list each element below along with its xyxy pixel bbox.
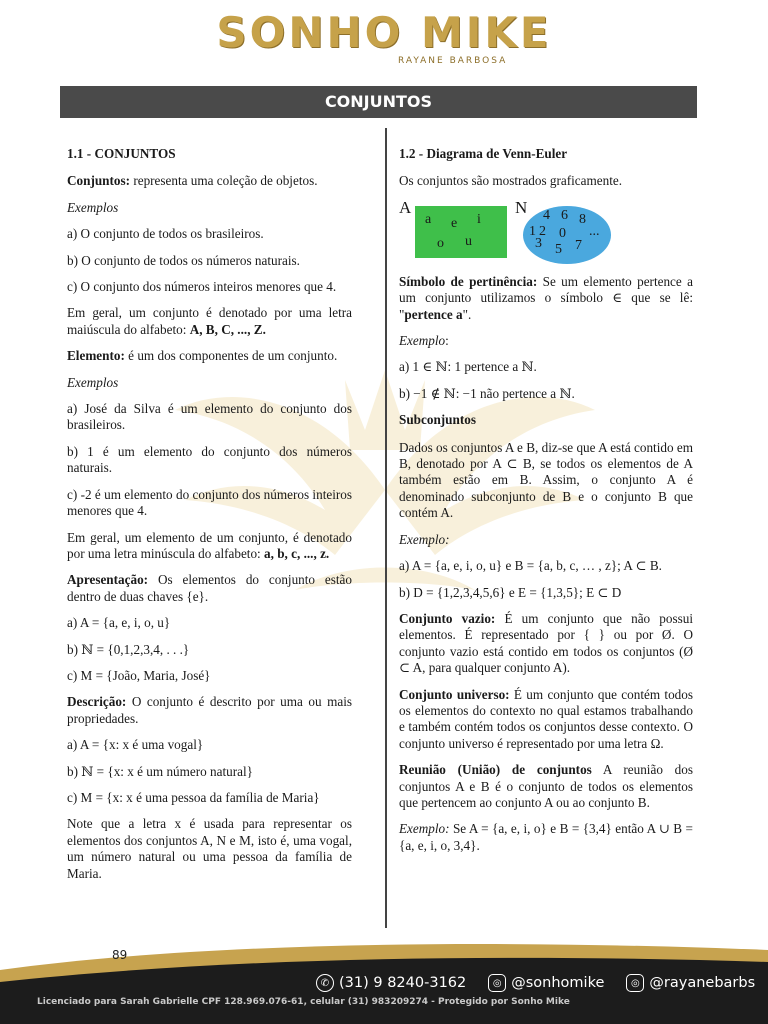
example-uniao	[399, 821, 693, 854]
set-a-box	[415, 206, 507, 258]
definition-text: representa uma coleção de objetos.	[130, 173, 318, 189]
definition-vazio	[399, 611, 693, 677]
definition-pertinencia	[399, 274, 693, 323]
example-item: b) ℕ = {x: x é um número natural}	[67, 763, 253, 779]
example-label: Exemplo:	[399, 531, 450, 547]
example-item: c) -2 é um elemento do conjunto dos números inteiros menores que 4.	[67, 486, 352, 519]
logo-subtitle: RAYANE BARBOSA	[398, 56, 508, 66]
example-label-text: Exemplo:	[399, 821, 450, 837]
contact-instagram-text: @rayanebarbs	[649, 975, 756, 991]
definition-universo	[399, 687, 693, 753]
set-a-label: A	[399, 197, 412, 217]
example-item: b) ℕ = {0,1,2,3,4, . . .}	[67, 641, 190, 657]
example-label-text: Exemplo	[399, 333, 446, 349]
example-item: a) O conjunto de todos os brasileiros.	[67, 226, 264, 242]
set-n-element: 1	[529, 223, 536, 239]
set-n-element: 3	[535, 235, 542, 251]
paragraph-bold: A, B, C, ..., Z.	[189, 321, 266, 337]
whatsapp-icon: ✆	[316, 974, 334, 992]
set-n-element: 0	[559, 225, 566, 241]
example-item: b) O conjunto de todos os números naturais.	[67, 252, 300, 268]
definition-text: A reunião dos conjuntos A e B é o conjunto de todos os elementos que pertencem ao conjunto A ou ao conjunto B.	[399, 762, 693, 810]
definition-conjuntos	[67, 173, 352, 189]
set-n-element: 8	[579, 211, 586, 227]
definition-label: Reunião (União) de conjuntos	[399, 762, 592, 778]
instagram-icon: ◎	[626, 974, 644, 992]
example-item: a) A = {a, e, i, o, u}	[67, 615, 171, 631]
definition-text: O conjunto é descrito por uma ou mais propriedades.	[67, 694, 352, 726]
examples-label: Exemplos	[67, 199, 119, 215]
definition-text: É um conjunto que não possui elementos. É representado por { } ou por Ø. O conjunto vazio está contido em todos os conjuntos (Ø ⊂ A, para qualquer conjunto A).	[399, 610, 693, 676]
paragraph-bold: a, b, c, ..., z.	[264, 545, 330, 561]
contact-phone[interactable]	[316, 974, 466, 992]
paragraph-notation-elements	[67, 530, 352, 563]
definition-label: Símbolo de pertinência:	[399, 273, 538, 289]
instagram-icon: ◎	[488, 974, 506, 992]
examples-label: Exemplos	[67, 374, 119, 390]
set-n-element: 7	[575, 237, 582, 253]
logo-title: SONHO MIKE	[216, 8, 552, 57]
example-label	[399, 333, 693, 349]
set-a-element: i	[477, 211, 481, 227]
contact-phone-text: (31) 9 8240-3162	[339, 975, 467, 991]
example-item: c) M = {João, Maria, José}	[67, 667, 211, 683]
definition-label: Conjunto universo:	[399, 686, 510, 702]
definition-text: é um dos componentes de um conjunto.	[124, 348, 338, 364]
set-n-oval	[523, 206, 611, 264]
definition-text-end: ".	[462, 306, 472, 322]
paragraph-note: Note que a letra x é usada para representar os elementos dos conjuntos A, N e M, isto é, uma vogal, um número natural ou uma pessoa da família de Maria.	[67, 816, 352, 881]
example-item: a) 1 ∈ ℕ: 1 pertence a ℕ.	[399, 359, 537, 375]
paragraph-notation-sets	[67, 305, 352, 338]
paragraph-text: Em geral, um conjunto é denotado por uma letra maiúscula do alfabeto:	[67, 305, 352, 337]
example-item: b) D = {1,2,3,4,5,6} e E = {1,3,5}; E ⊂ D	[399, 584, 622, 600]
definition-label: Apresentação:	[67, 572, 149, 588]
example-item: b) 1 é um elemento do conjunto dos números naturais.	[67, 443, 352, 476]
contact-instagram-text: @sonhomike	[511, 975, 605, 991]
page-title-bar	[60, 86, 697, 118]
example-item: c) O conjunto dos números inteiros menores que 4.	[67, 279, 337, 295]
set-n-element: ...	[589, 223, 600, 239]
column-divider	[385, 128, 387, 928]
set-a-element: a	[425, 211, 432, 227]
set-a-element: e	[451, 215, 458, 231]
example-label-colon: :	[445, 333, 449, 349]
set-n-element: 2	[539, 223, 546, 239]
header-logo	[0, 0, 768, 80]
example-item: b) −1 ∉ ℕ: −1 não pertence a ℕ.	[399, 385, 575, 401]
right-column	[399, 146, 693, 864]
left-column	[67, 146, 352, 892]
definition-label: Conjuntos:	[67, 173, 131, 189]
page-number: 89	[112, 948, 128, 962]
definition-text: Os elementos do conjunto estão dentro de duas chaves {e}.	[67, 572, 352, 604]
definition-text: É um conjunto que contém todos os elementos do contexto no qual estamos trabalhando e também contém todos os conjuntos desse contexto. O conjunto universo é representado por uma letra Ω.	[399, 686, 693, 751]
definition-uniao	[399, 762, 693, 811]
example-item: a) José da Silva é um elemento do conjunto dos brasileiros.	[67, 401, 352, 433]
paragraph-intro: Os conjuntos são mostrados graficamente.	[399, 173, 623, 189]
page-title: CONJUNTOS	[324, 92, 433, 111]
definition-bold: pertence a	[404, 306, 463, 322]
definition-label: Descrição:	[67, 694, 127, 710]
example-text: Se A = {a, e, i, o} e B = {3,4} então A ∪ B = {a, e, i, o, 3,4}.	[399, 821, 693, 853]
footer-contacts	[316, 974, 755, 992]
set-n-element: 5	[555, 241, 562, 257]
example-item: a) A = {x: x é uma vogal}	[67, 737, 204, 753]
paragraph-text: Em geral, um elemento de um conjunto, é denotado por uma letra minúscula do alfabeto:	[67, 529, 352, 561]
definition-label: Conjunto vazio:	[399, 610, 496, 626]
contact-instagram-sonhomike[interactable]	[488, 974, 604, 992]
section-heading-venn: 1.2 - Diagrama de Venn-Euler	[399, 146, 568, 161]
set-n-element: 4	[543, 207, 550, 223]
set-n-element: 6	[561, 207, 568, 223]
definition-apresentacao	[67, 572, 352, 605]
definition-text: Se um elemento pertence a um conjunto utilizamos o símbolo ∈ que se lê: "	[399, 273, 693, 322]
venn-diagram	[399, 197, 693, 264]
paragraph-subconjuntos: Dados os conjuntos A e B, diz-se que A está contido em B, denotado por A ⊂ B, se todos os elementos de A também estão em B. Assim, o conjunto A é denominado subconjunto de B e o conjunto B que contém A.	[399, 439, 693, 521]
set-a-element: u	[465, 233, 472, 249]
set-a-element: o	[437, 235, 444, 251]
definition-descricao	[67, 694, 352, 727]
example-item: c) M = {x: x é uma pessoa da família de Maria}	[67, 789, 320, 805]
section-heading-subconjuntos: Subconjuntos	[399, 412, 476, 428]
definition-label: Elemento:	[67, 348, 125, 364]
contact-instagram-rayanebarbs[interactable]	[626, 974, 755, 992]
license-notice: Licenciado para Sarah Gabrielle CPF 128.969.076-61, celular (31) 983209274 - Protegido por Sonho Mike	[37, 997, 570, 1007]
definition-elemento	[67, 348, 352, 364]
example-item: a) A = {a, e, i, o, u} e B = {a, b, c, … , z}; A ⊂ B.	[399, 558, 662, 574]
set-n-label: N	[515, 197, 528, 217]
section-heading-conjuntos: 1.1 - CONJUNTOS	[67, 146, 176, 161]
